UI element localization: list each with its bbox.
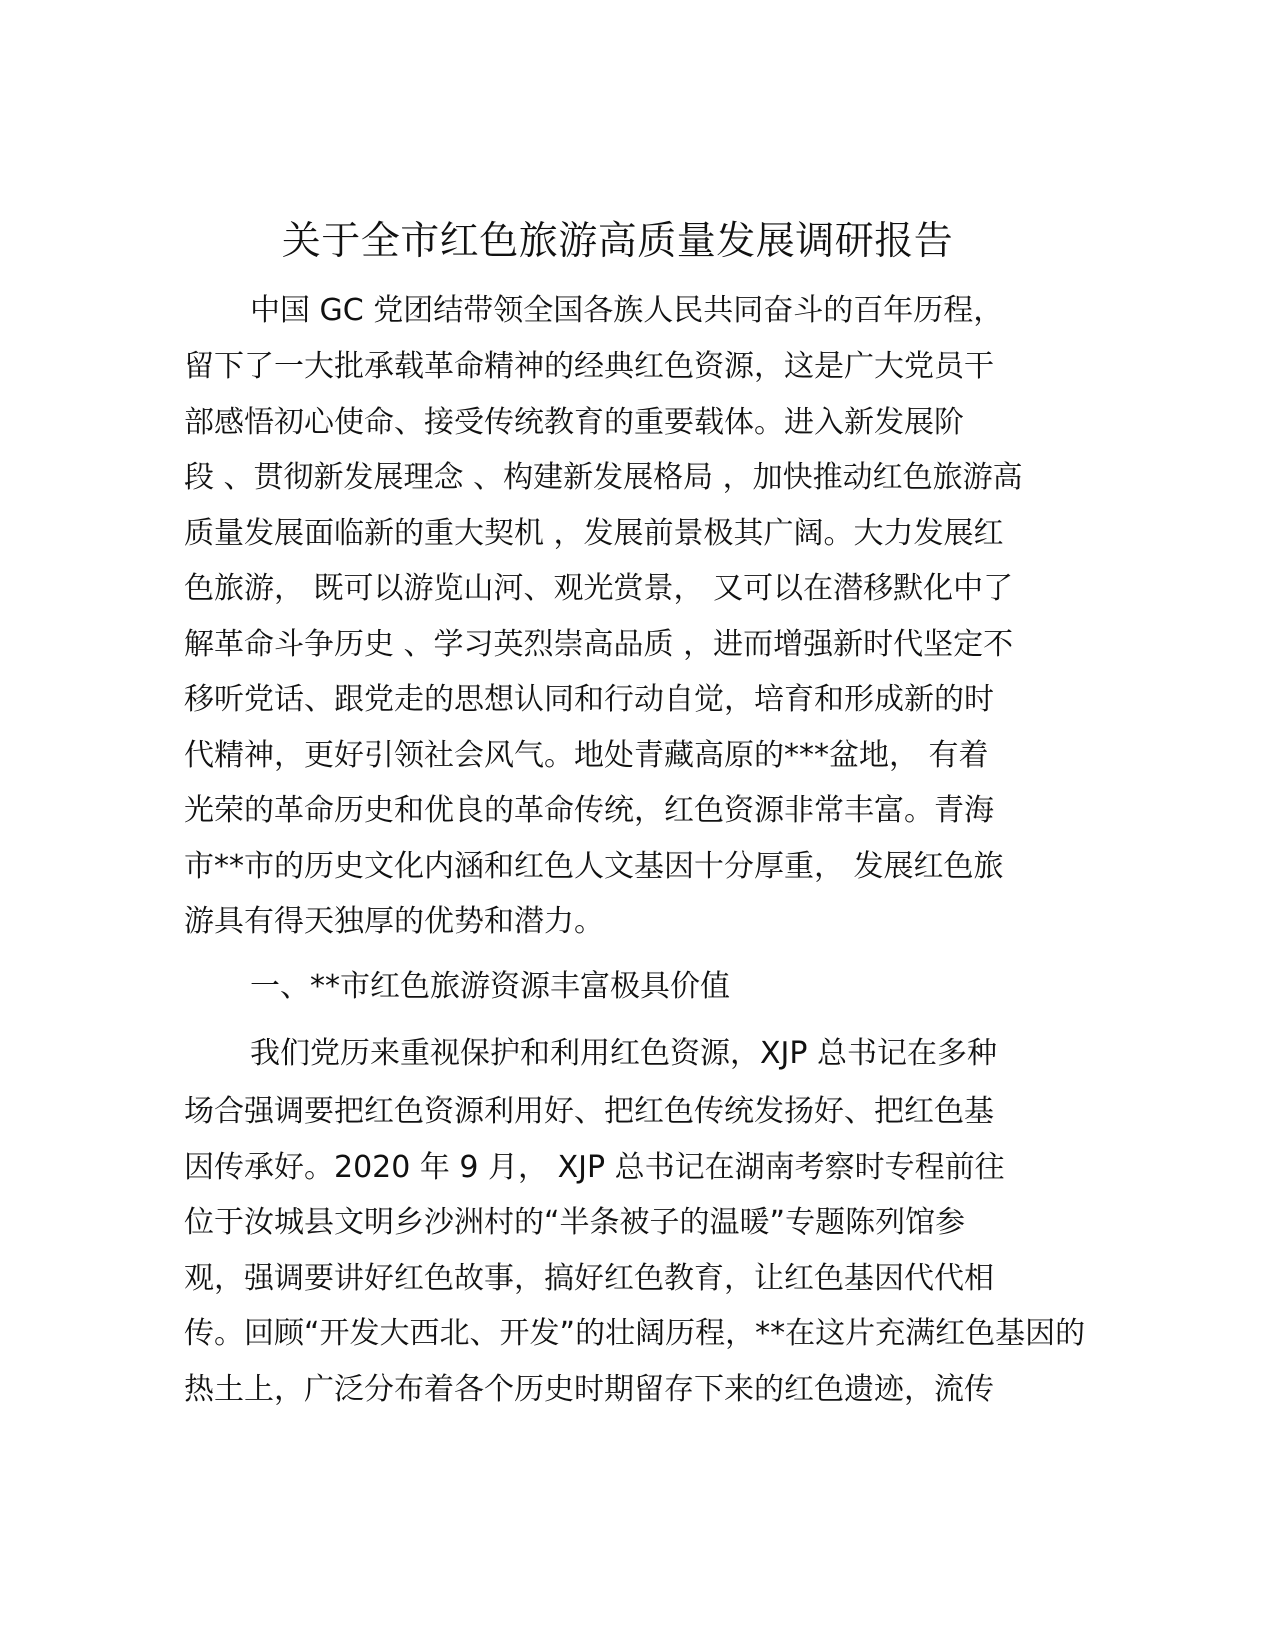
paragraph-2-line-6: 传。回顾“开发大西北、开发”的壮阔历程，**在这片充满红色基因的 [184, 1316, 1086, 1351]
paragraph-1-line-4: 段 、贯彻新发展理念 、构建新发展格局 ，加快推动红色旅游高 [184, 460, 1023, 495]
paragraph-1-line-9: 代精神，更好引领社会风气。地处青藏高原的***盆地， 有着 [184, 738, 989, 773]
paragraph-2-line-4: 位于汝城县文明乡沙洲村的“半条被子的温暖”专题陈列馆参 [184, 1205, 966, 1240]
paragraph-1-line-12: 游具有得天独厚的优势和潜力。 [184, 904, 604, 939]
paragraph-1-line-5: 质量发展面临新的重大契机 ，发展前景极其广阔。大力发展红 [184, 516, 1004, 551]
paragraph-2-line-5: 观，强调要讲好红色故事，搞好红色教育，让红色基因代代相 [184, 1261, 994, 1296]
paragraph-2-line-1: 我们党历来重视保护和利用红色资源，XJP 总书记在多种 [250, 1036, 998, 1071]
paragraph-1-line-1: 中国 GC 党团结带领全国各族人民共同奋斗的百年历程， [250, 293, 1004, 328]
paragraph-1-line-11: 市**市的历史文化内涵和红色人文基因十分厚重， 发展红色旅 [184, 849, 1004, 884]
paragraph-1-line-10: 光荣的革命历史和优良的革命传统，红色资源非常丰富。青海 [184, 793, 994, 828]
paragraph-2-line-3: 因传承好。2020 年 9 月， XJP 总书记在湖南考察时专程前往 [184, 1150, 1005, 1185]
paragraph-1-line-7: 解革命斗争历史 、学习英烈崇高品质 ，进而增强新时代坚定不 [184, 627, 1014, 662]
document-title: 关于全市红色旅游高质量发展调研报告 [281, 219, 954, 264]
paragraph-1-line-6: 色旅游， 既可以游览山河、观光赏景， 又可以在潜移默化中了 [184, 571, 1014, 606]
section-heading-1: 一、**市红色旅游资源丰富极具价值 [250, 969, 730, 1004]
paragraph-2-line-7: 热土上，广泛分布着各个历史时期留存下来的红色遗迹，流传 [184, 1372, 994, 1407]
paragraph-1-line-8: 移听党话、跟党走的思想认同和行动自觉，培育和形成新的时 [184, 682, 994, 717]
paragraph-1-line-3: 部感悟初心使命、接受传统教育的重要载体。进入新发展阶 [184, 405, 964, 440]
paragraph-1-line-2: 留下了一大批承载革命精神的经典红色资源，这是广大党员干 [184, 349, 994, 384]
paragraph-2-line-2: 场合强调要把红色资源利用好、把红色传统发扬好、把红色基 [184, 1094, 994, 1129]
